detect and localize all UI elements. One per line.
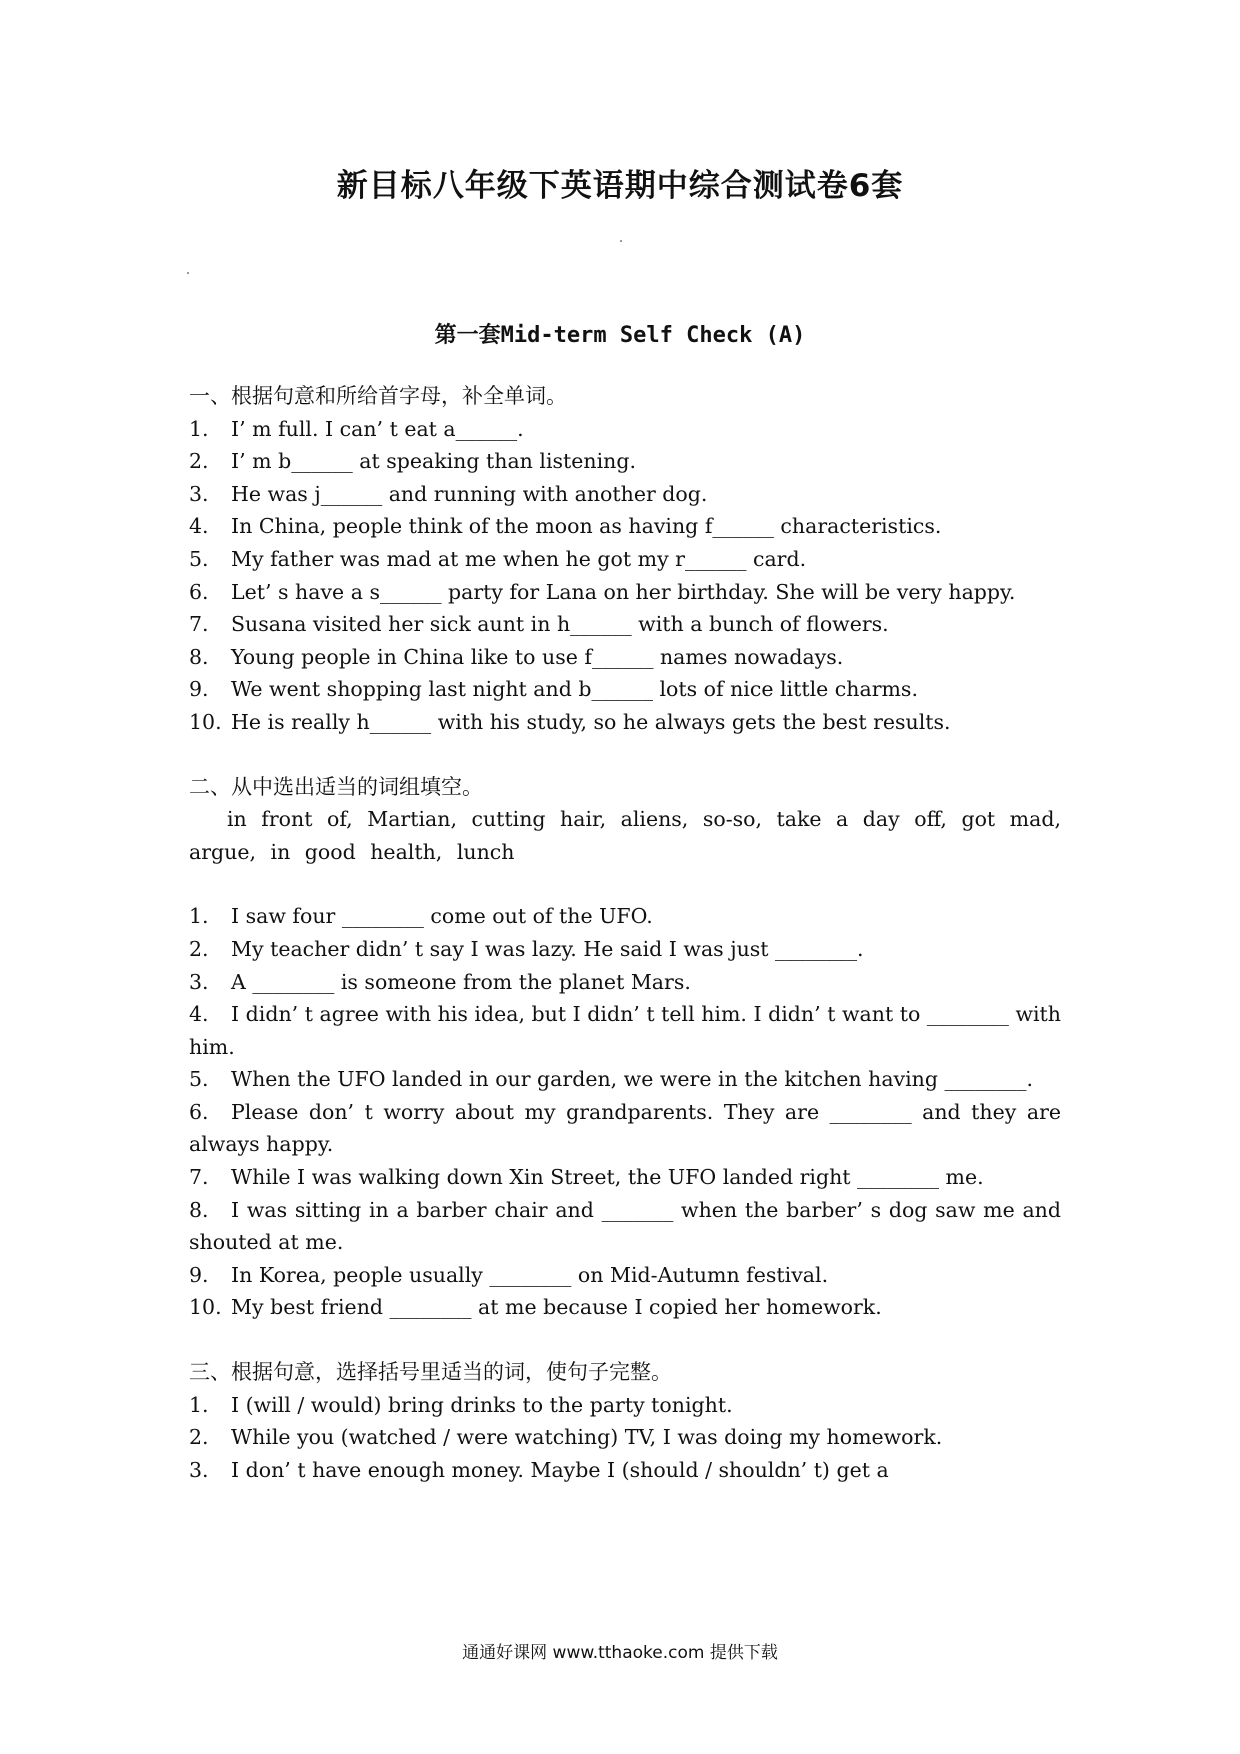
question-text: In Korea, people usually ________ on Mid-Autumn festival. (231, 1262, 829, 1287)
section-spacer (189, 1324, 1061, 1356)
question-number: 9. (189, 1262, 209, 1287)
question-item (189, 1259, 1061, 1292)
page-footer: 通通好课网 www.tthaoke.com 提供下载 (462, 1643, 778, 1663)
question-number: 6. (189, 1099, 209, 1124)
question-number: 7. (189, 612, 209, 637)
question-number: 6. (189, 579, 209, 604)
question-item (189, 510, 1061, 543)
question-text: Let’ s have a s______ party for Lana on her birthday. She will be very happy. (231, 579, 1016, 604)
question-number: 10. (189, 1295, 222, 1320)
question-text: Susana visited her sick aunt in h______ with a bunch of flowers. (231, 612, 889, 637)
set-title: 第一套Mid-term Self Check (A) (434, 323, 806, 348)
section3-heading: 三、根据句意，选择括号里适当的词，使句子完整。 (189, 1360, 672, 1385)
word-bank: in front of, Martian, cutting hair, aliens, so-so, take a day off, got mad, argue, in good health, lunch (189, 807, 1061, 864)
section1-heading: 一、根据句意和所给首字母，补全单词。 (189, 384, 567, 408)
question-number: 5. (189, 1067, 209, 1092)
section3-questions (189, 1389, 1061, 1487)
question-number: 2. (189, 936, 209, 961)
question-text: He is really h______ with his study, so he always gets the best results. (231, 709, 951, 734)
question-item (189, 1194, 1061, 1259)
question-item (189, 1421, 1061, 1454)
question-number: 2. (189, 1425, 209, 1450)
question-text: A ________ is someone from the planet Mars. (231, 969, 691, 994)
question-item (189, 1161, 1061, 1194)
scan-speck (187, 272, 189, 274)
question-item (189, 998, 1061, 1063)
question-number: 3. (189, 481, 209, 506)
question-item (189, 641, 1061, 674)
section1-questions (189, 413, 1061, 739)
question-text: While you (watched / were watching) TV, I was doing my homework. (231, 1425, 943, 1450)
question-item (189, 933, 1061, 966)
question-number: 8. (189, 644, 209, 669)
question-item (189, 478, 1061, 511)
question-text: Young people in China like to use f______ names nowadays. (231, 644, 844, 669)
section2-questions (189, 900, 1061, 1324)
question-number: 1. (189, 1392, 209, 1417)
question-item (189, 608, 1061, 641)
question-item (189, 576, 1061, 609)
question-item (189, 445, 1061, 478)
question-item (189, 673, 1061, 706)
question-item (189, 1454, 1061, 1487)
question-number: 3. (189, 969, 209, 994)
question-item (189, 1096, 1061, 1161)
question-number: 1. (189, 904, 209, 929)
document-title: 新目标八年级下英语期中综合测试卷6套 (336, 168, 904, 204)
question-item (189, 966, 1061, 999)
question-text: He was j______ and running with another dog. (231, 481, 708, 506)
question-text: I didn’ t agree with his idea, but I didn’ t tell him. I didn’ t want to ________ with him. (189, 1002, 1061, 1059)
section2-heading: 二、从中选出适当的词组填空。 (189, 774, 483, 799)
question-text: While I was walking down Xin Street, the UFO landed right ________ me. (231, 1165, 984, 1190)
question-text: I (will / would) bring drinks to the party tonight. (231, 1392, 733, 1417)
question-text: I’ m full. I can’ t eat a______. (231, 416, 524, 441)
question-text: I saw four ________ come out of the UFO. (231, 904, 653, 929)
question-text: I don’ t have enough money. Maybe I (should / shouldn’ t) get a (231, 1457, 889, 1482)
section-spacer (189, 739, 1061, 771)
question-text: My best friend ________ at me because I copied her homework. (231, 1295, 882, 1320)
question-item (189, 1291, 1061, 1324)
question-item (189, 706, 1061, 739)
question-text: My father was mad at me when he got my r______ card. (231, 546, 807, 571)
question-number: 7. (189, 1165, 209, 1190)
question-text: I was sitting in a barber chair and _______ when the barber’ s dog saw me and shouted at me. (189, 1197, 1061, 1255)
question-text: Please don’ t worry about my grandparents. They are ________ and they are always happy. (189, 1099, 1061, 1157)
question-number: 2. (189, 449, 209, 474)
question-text: In China, people think of the moon as having f______ characteristics. (231, 514, 942, 539)
question-text: When the UFO landed in our garden, we were in the kitchen having ________. (231, 1067, 1034, 1092)
question-number: 9. (189, 677, 209, 702)
question-text: We went shopping last night and b______ lots of nice little charms. (231, 677, 918, 702)
question-item (189, 543, 1061, 576)
question-number: 10. (189, 709, 222, 734)
question-text: I’ m b______ at speaking than listening. (231, 449, 637, 474)
question-number: 3. (189, 1457, 209, 1482)
question-item (189, 1063, 1061, 1096)
document-body (189, 380, 1061, 1486)
question-item (189, 413, 1061, 446)
question-number: 4. (189, 1002, 209, 1027)
question-number: 8. (189, 1197, 209, 1222)
question-text: My teacher didn’ t say I was lazy. He said I was just ________. (231, 936, 864, 961)
question-number: 5. (189, 546, 209, 571)
question-number: 4. (189, 514, 209, 539)
question-item (189, 1389, 1061, 1422)
section-spacer (189, 868, 1061, 900)
question-item (189, 900, 1061, 933)
question-number: 1. (189, 416, 209, 441)
scan-speck (620, 240, 622, 242)
